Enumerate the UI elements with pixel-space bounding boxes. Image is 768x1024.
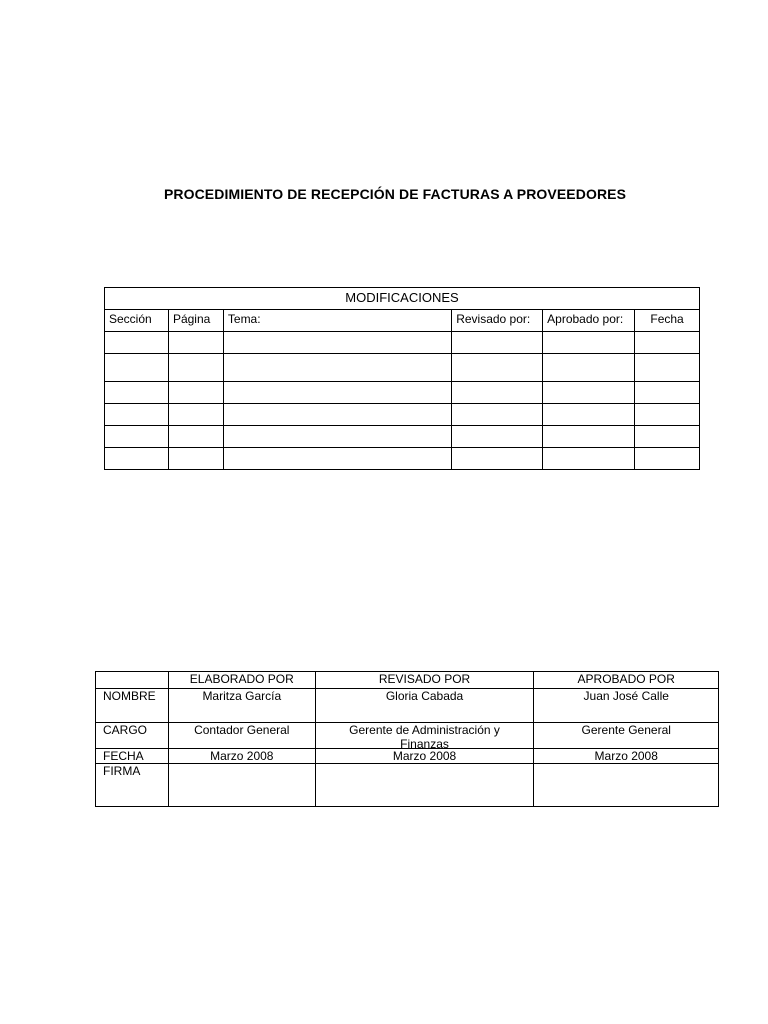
table-row	[105, 404, 700, 426]
fecha-aprobado: Marzo 2008	[534, 749, 719, 764]
firma-aprobado	[534, 764, 719, 807]
cargo-elaborado: Contador General	[168, 723, 315, 749]
firma-elaborado	[168, 764, 315, 807]
header-elaborado: ELABORADO POR	[168, 672, 315, 689]
nombre-aprobado: Juan José Calle	[534, 689, 719, 723]
column-header-pagina: Página	[168, 310, 223, 332]
document-title: PROCEDIMIENTO DE RECEPCIÓN DE FACTURAS A PROVEEDORES	[163, 186, 627, 202]
column-header-aprobado: Aprobado por:	[543, 310, 635, 332]
row-label-cargo: CARGO	[96, 723, 169, 749]
column-header-fecha: Fecha	[635, 310, 700, 332]
table-row	[105, 448, 700, 470]
table-row	[105, 354, 700, 382]
header-aprobado: APROBADO POR	[534, 672, 719, 689]
modificaciones-header: MODIFICACIONES	[105, 288, 700, 310]
fecha-elaborado: Marzo 2008	[168, 749, 315, 764]
column-header-revisado: Revisado por:	[452, 310, 543, 332]
cargo-revisado	[315, 723, 534, 749]
firma-revisado	[315, 764, 534, 807]
column-header-tema: Tema:	[223, 310, 451, 332]
firmas-table	[95, 671, 719, 807]
row-label-nombre: NOMBRE	[96, 689, 169, 723]
nombre-revisado: Gloria Cabada	[315, 689, 534, 723]
table-row	[105, 426, 700, 448]
fecha-revisado: Marzo 2008	[315, 749, 534, 764]
modificaciones-table	[104, 287, 700, 470]
header-revisado: REVISADO POR	[315, 672, 534, 689]
firmas-corner-cell	[96, 672, 169, 689]
table-row	[105, 332, 700, 354]
column-header-seccion: Sección	[105, 310, 169, 332]
nombre-elaborado: Maritza García	[168, 689, 315, 723]
row-label-fecha: FECHA	[96, 749, 169, 764]
table-row	[105, 382, 700, 404]
row-label-firma: FIRMA	[96, 764, 169, 807]
cargo-revisado-text: Gerente de Administración y Finanzas	[349, 723, 500, 751]
cargo-aprobado: Gerente General	[534, 723, 719, 749]
